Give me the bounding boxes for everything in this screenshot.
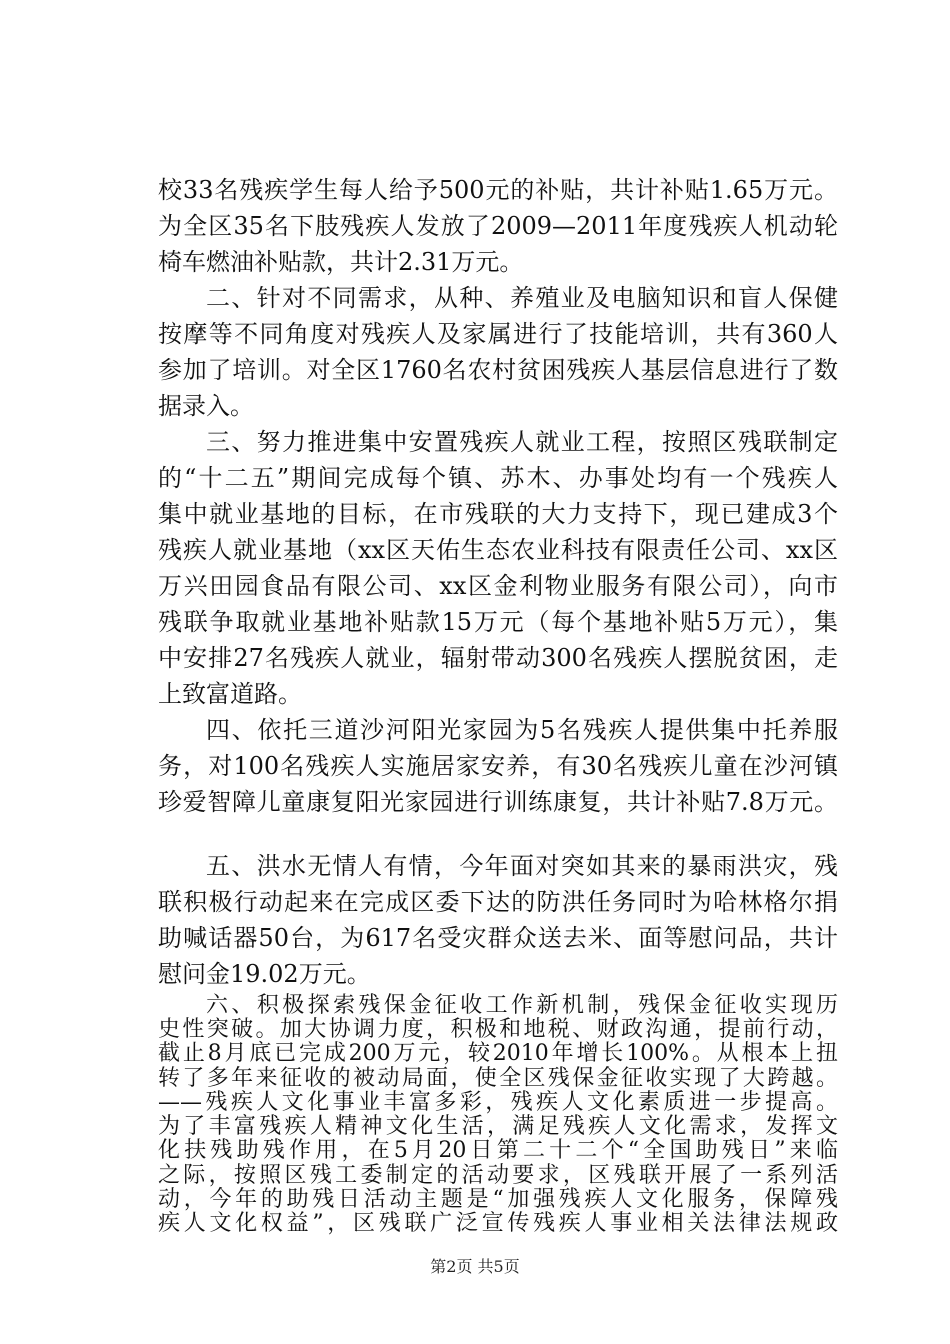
text-line: 慰问金19.02万元。 [158,960,371,988]
text-line: 截止8月底已完成200万元，较2010年增长100%。从根本上扭 [158,1041,838,1066]
text-line: 为全区35名下肢残疾人发放了2009—2011年度残疾人机动轮 [158,212,838,240]
text-line: 上致富道路。 [158,680,302,708]
text-line: 五、洪水无情人有情，今年面对突如其来的暴雨洪灾，残 [206,852,838,880]
text-line: 动，今年的助残日活动主题是“加强残疾人文化服务，保障残 [158,1187,838,1212]
text-line: 集中就业基地的目标，在市残联的大力支持下，现已建成3个 [158,500,838,528]
text-line: 按摩等不同角度对残疾人及家属进行了技能培训，共有360人 [158,320,838,348]
text-line: 四、依托三道沙河阳光家园为5名残疾人提供集中托养服 [206,716,838,744]
page-footer: 第2页 共5页 [430,1257,520,1276]
text-line: 联积极行动起来在完成区委下达的防洪任务同时为哈林格尔捐 [158,888,838,916]
text-line: 为了丰富残疾人精神文化生活，满足残疾人文化需求，发挥文 [158,1114,838,1139]
text-line: 残联争取就业基地补贴款15万元（每个基地补贴5万元），集 [158,608,838,636]
text-line: 史性突破。加大协调力度，积极和地税、财政沟通，提前行动， [158,1017,838,1042]
text-line: 转了多年来征收的被动局面，使全区残保金征收实现了大跨越。 [158,1066,838,1091]
text-line: 化扶残助残作用，在5月20日第二十二个“全国助残日”来临 [158,1138,838,1163]
text-line: ——残疾人文化事业丰富多彩，残疾人文化素质进一步提高。 [158,1090,838,1115]
text-line: 椅车燃油补贴款，共计2.31万元。 [158,248,524,276]
text-line: 疾人文化权益”，区残联广泛宣传残疾人事业相关法律法规政 [158,1211,838,1236]
text-line: 之际，按照区残工委制定的活动要求，区残联开展了一系列活 [158,1163,838,1188]
text-line: 珍爱智障儿童康复阳光家园进行训练康复，共计补贴7.8万元。 [158,788,838,816]
text-line: 残疾人就业基地（xx区天佑生态农业科技有限责任公司、xx区 [158,536,838,564]
text-line: 参加了培训。对全区1760名农村贫困残疾人基层信息进行了数 [158,356,838,384]
text-line: 中安排27名残疾人就业，辐射带动300名残疾人摆脱贫困，走 [158,644,838,672]
text-line: 二、针对不同需求，从种、养殖业及电脑知识和盲人保健 [206,284,838,312]
text-line: 三、努力推进集中安置残疾人就业工程，按照区残联制定 [206,428,838,456]
text-line: 助喊话器50台，为617名受灾群众送去米、面等慰问品，共计 [158,924,838,952]
text-line: 万兴田园食品有限公司、xx区金利物业服务有限公司），向市 [158,572,838,600]
text-line: 校33名残疾学生每人给予500元的补贴，共计补贴1.65万元。 [158,176,838,204]
text-line: 的“十二五”期间完成每个镇、苏木、办事处均有一个残疾人 [158,464,838,492]
text-line: 务，对100名残疾人实施居家安养，有30名残疾儿童在沙河镇 [158,752,838,780]
text-line: 六、积极探索残保金征收工作新机制，残保金征收实现历 [206,993,838,1018]
text-line: 据录入。 [158,392,254,420]
